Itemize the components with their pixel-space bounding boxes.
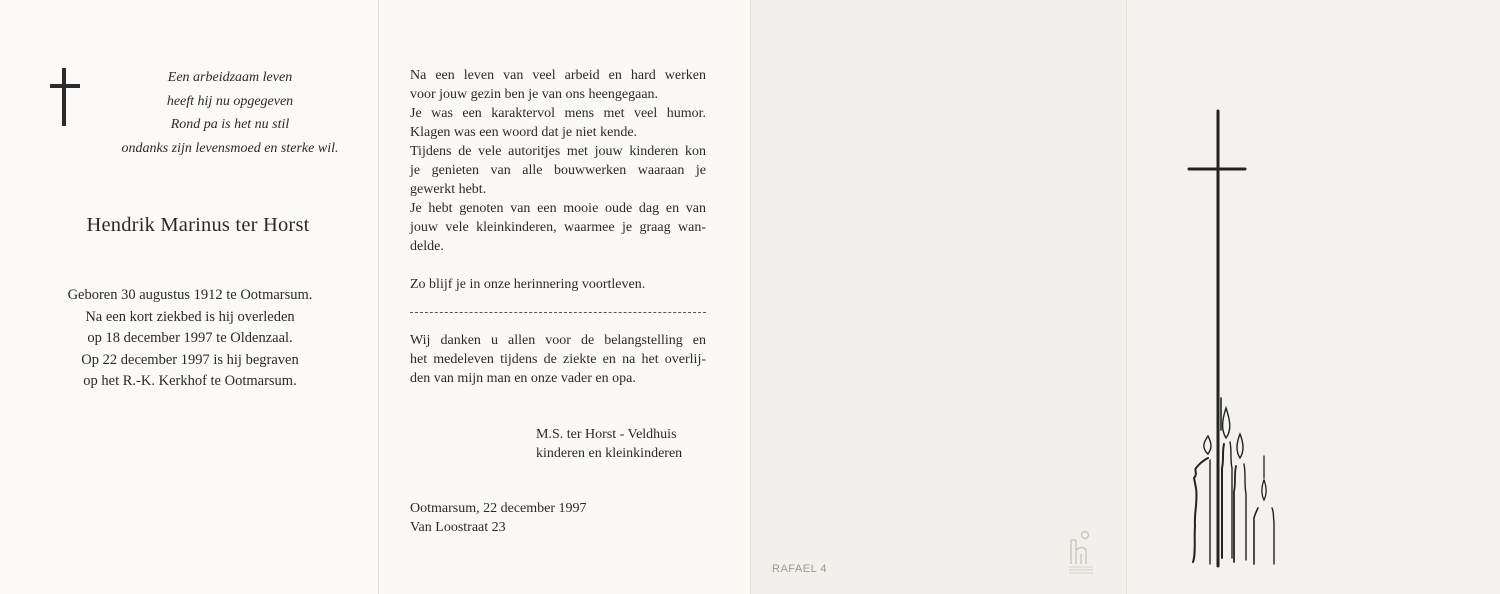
text-line: je genieten van alle bouwwerken waaraan je bbox=[410, 163, 706, 178]
fold-line bbox=[1126, 0, 1127, 594]
life-facts bbox=[40, 285, 340, 393]
text-line: den van mijn man en onze vader en opa. bbox=[410, 371, 636, 386]
poem-line: heeft hij nu opgegeven bbox=[166, 93, 294, 109]
text-line: gewerkt hebt. bbox=[410, 182, 487, 197]
fact-line: op 18 december 1997 te Oldenzaal. bbox=[87, 330, 293, 346]
fact-line: op het R.-K. Kerkhof te Ootmarsum. bbox=[83, 373, 297, 389]
text-line: delde. bbox=[410, 239, 444, 254]
text-line: Je hebt genoten van een mooie oude dag en van bbox=[410, 201, 706, 216]
address bbox=[410, 499, 587, 537]
fact-line: Geboren 30 augustus 1912 te Ootmarsum. bbox=[67, 287, 313, 303]
model-code: RAFAEL 4 bbox=[772, 563, 827, 575]
fold-line bbox=[378, 0, 379, 594]
panel-back-left bbox=[750, 0, 1126, 594]
poem-line: Rond pa is het nu stil bbox=[170, 117, 290, 132]
latin-cross-icon bbox=[50, 68, 80, 126]
text-line: Je was een karaktervol mens met veel humor. bbox=[410, 106, 706, 121]
text-line: voor jouw gezin ben je van ons heengegaan. bbox=[410, 87, 659, 102]
address-line: Van Loostraat 23 bbox=[410, 520, 506, 535]
signature-line: kinderen en kleinkinderen bbox=[536, 446, 683, 461]
fold-line bbox=[750, 0, 751, 594]
fact-line: Na een kort ziekbed is hij overleden bbox=[85, 308, 295, 325]
text-line bbox=[410, 256, 706, 275]
text-line: Tijdens de vele autoritjes met jouw kinderen kon bbox=[410, 144, 706, 159]
text-line: Na een leven van veel arbeid en hard werken bbox=[410, 68, 706, 83]
text-line: Klagen was een woord dat je niet kende. bbox=[410, 125, 638, 140]
tribute-text bbox=[410, 66, 706, 294]
thanks-text bbox=[410, 331, 706, 388]
signature bbox=[536, 425, 682, 463]
deceased-name: Hendrik Marinus ter Horst bbox=[86, 214, 310, 236]
dashed-divider bbox=[410, 312, 706, 313]
text-line: Wij danken u allen voor de belangstelling en bbox=[410, 333, 706, 348]
poem-line: Een arbeidzaam leven bbox=[167, 70, 293, 85]
fact-line: Op 22 december 1997 is hij begraven bbox=[81, 351, 299, 368]
text-line: Zo blijf je in onze herinnering voortleven. bbox=[410, 277, 646, 292]
signature-line: M.S. ter Horst - Veldhuis bbox=[536, 427, 677, 442]
text-line: het medeleven tijdens de ziekte en na het overlij- bbox=[410, 352, 706, 367]
poem-line: ondanks zijn levensmoed en sterke wil. bbox=[121, 140, 339, 156]
cross-and-candles-icon bbox=[1178, 108, 1288, 570]
address-line: Ootmarsum, 22 december 1997 bbox=[410, 501, 587, 516]
text-line: jouw vele kleinkinderen, waarmee je graag wan- bbox=[410, 220, 706, 235]
printer-logo-icon bbox=[1066, 530, 1096, 576]
poem bbox=[100, 66, 360, 160]
